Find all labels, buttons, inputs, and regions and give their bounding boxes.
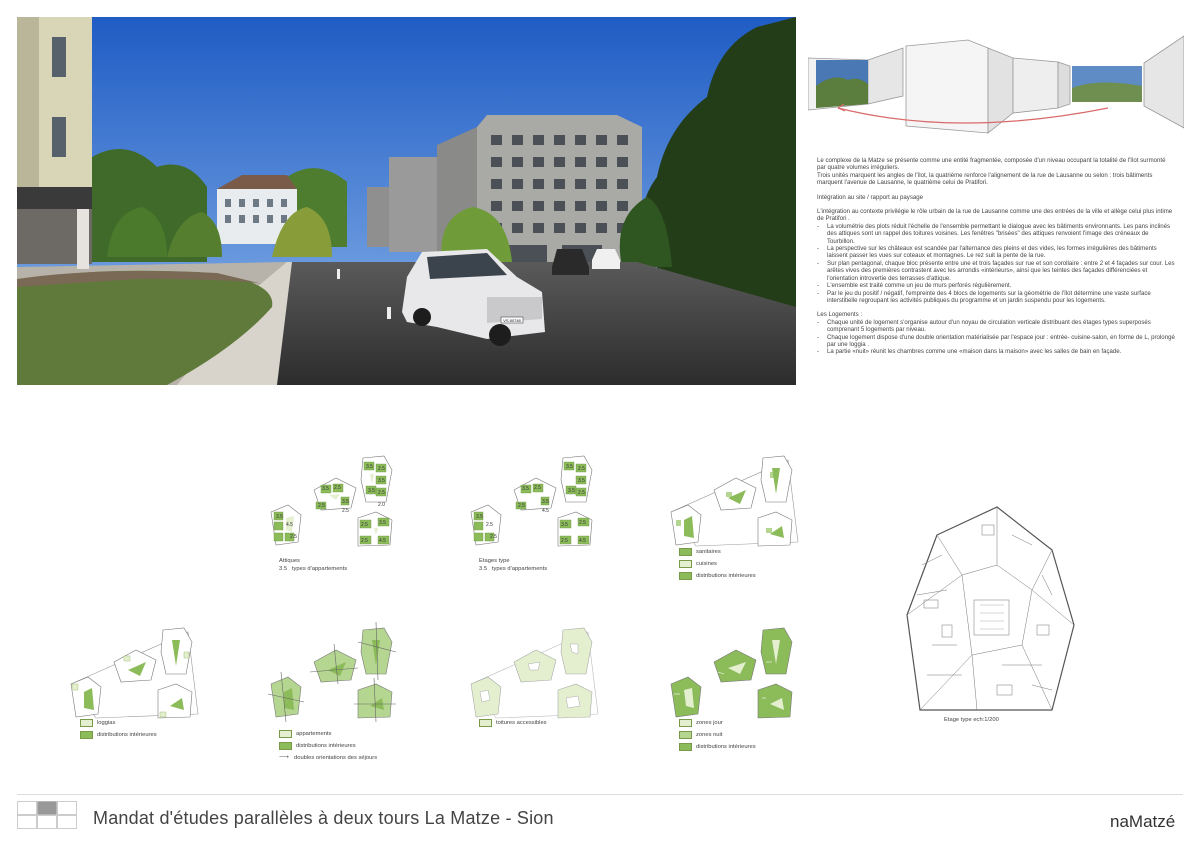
apartment-type-label: 4.5 [286, 522, 293, 528]
apartment-type-label: 3.5 [568, 488, 575, 494]
integration-list [817, 223, 1176, 304]
grid-logo [17, 801, 77, 829]
logements-list [817, 319, 1176, 356]
legend-label: cuisines [696, 561, 717, 567]
legend-label: distributions intérieures [696, 744, 756, 750]
apartment-type-label: 2.5 [290, 534, 297, 540]
license-plate-text: VS 80748 [503, 318, 521, 323]
apartment-type-label: 2.5 [318, 503, 325, 509]
apartment-type-label: 3.5 [476, 514, 483, 520]
arrow-icon: ⟶ [279, 754, 290, 761]
list-item: - La partie «nuit» réunit les chambres comme une «maison dans la maison» avec les salles de bain en façade. [817, 348, 1176, 355]
intro-paragraph-2: Trois unités marquent les angles de l'îlot, la quatrième renforce l'alignement de la rue de Lausanne ou selon : trois bâtiments marquent l'avenue de Lausanne, le quatrième celui de Pratifori. [817, 171, 1153, 187]
attiques-sub: types d'appartements [291, 566, 348, 572]
street-photo [17, 17, 796, 385]
apartment-type-label: 3.5 [366, 464, 373, 470]
appartements-diagram [266, 622, 406, 722]
list-item: - La volumétrie des plots réduit l'échelle de l'ensemble permettant le dialogue avec les bâtiments environnants. Les pans inclinés des attiques sont un rappel des toitures voisines. Les fenêtres "brisées" des attiques renvoient l'image des créneaux de Tourbillon. [817, 223, 1176, 245]
legend-label: toitures accessibles [496, 720, 547, 726]
etages-caption [479, 557, 547, 573]
legend-label: distributions intérieures [696, 573, 756, 579]
perspective-sketch [808, 18, 1184, 138]
apartment-type-label: 2.5 [378, 466, 385, 472]
attiques-title: Attiques [279, 558, 300, 564]
apartment-type-label: 3.5 [322, 486, 329, 492]
legend-label: zones jour [696, 720, 723, 726]
etages-diagram [466, 450, 606, 550]
apartment-type-label: 3.5 [522, 486, 529, 492]
list-item: - Chaque logement dispose d'une double orientation matérialisée par l'espace jour : entrée- cuisine-salon, en forme de L, prolongé par une loggia . [817, 334, 1176, 349]
apartment-type-label: 3.5 [276, 514, 283, 520]
legend-label: distributions intérieures [97, 732, 157, 738]
apartment-type-label: 3.5 [578, 478, 585, 484]
apartment-type-label: 2.0 [378, 502, 385, 508]
apartment-type-label: 3.5 [379, 520, 386, 526]
apartment-type-label: 2.5 [578, 466, 585, 472]
heading-logements: Les Logements : [817, 311, 863, 319]
apartment-type-label: 2.5 [342, 508, 349, 514]
description-text [817, 157, 1176, 356]
legend-label: loggias [97, 720, 116, 726]
paragraph-integration: L'intégration au contexte privilégie le rôle urbain de la rue de Lausanne comme une des entrées de la ville et allège celui plus intime de Pratifori . [817, 208, 1173, 223]
etages-title: Etages type [479, 558, 510, 564]
sanitaires-legend [679, 546, 756, 582]
loggias-legend [80, 717, 157, 741]
apartment-type-label: 3.5 [378, 478, 385, 484]
toitures-diagram [466, 622, 606, 722]
apartment-type-label: 2.5 [534, 485, 541, 491]
zones-diagram [666, 622, 806, 722]
etages-num: 3.5 [479, 566, 488, 572]
list-item: - La perspective sur les châteaux est scandée par l'alternance des pleins et des vides, les formes irrégulières des bâtiments laissent passer les vues sur coteaux et montagnes. Le rez suit la pente de la rue. [817, 245, 1176, 260]
etages-sub: types d'appartements [491, 566, 548, 572]
footer-divider [17, 794, 1183, 795]
apartment-type-label: 4.5 [542, 508, 549, 514]
brand-name: naMatzé [1110, 812, 1176, 831]
apartment-type-label: 3.5 [368, 488, 375, 494]
legend-label: distributions intérieures [296, 743, 356, 749]
apartment-type-label: 3.5 [566, 464, 573, 470]
apartment-type-label: 3.5 [561, 522, 568, 528]
apartment-type-label: 2.5 [361, 538, 368, 544]
apartment-type-label: 3.5 [542, 499, 549, 505]
legend-label: appartements [296, 731, 332, 737]
attiques-diagram [266, 450, 406, 550]
page-title: Mandat d'études parallèles à deux tours La Matze - Sion [93, 808, 554, 828]
apartment-type-label: 2.5 [561, 538, 568, 544]
apartment-type-label: 2.5 [486, 522, 493, 528]
apartment-type-label: 2.5 [578, 490, 585, 496]
list-item: - Par le jeu du positif / négatif, l'empreinte des 4 blocs de logements sur la géométrie de l'îlot détermine une vaste surface interstitielle regroupant les activités publiques du programme et un jardin suspendu pour les logements. [817, 290, 1176, 305]
list-item: - Chaque unité de logement s'organise autour d'un noyau de circulation verticale distribuant des étages types superposés comprenant 5 logements par niveau. [817, 319, 1176, 334]
appartements-legend [279, 728, 377, 764]
floor-plan [902, 505, 1077, 715]
legend-label: doubles orientations des séjours [294, 755, 378, 761]
apartment-type-label: 4.5 [579, 538, 586, 544]
apartment-type-label: 3.5 [342, 499, 349, 505]
plan-caption: Etage type ech:1/200 [944, 717, 999, 723]
heading-integration: Intégration au site / rapport au paysage [817, 193, 924, 201]
attiques-caption [279, 557, 347, 573]
legend-label: zones nuit [696, 732, 723, 738]
legend-label: sanitaires [696, 549, 721, 555]
list-item: - L'ensemble est traité comme un jeu de murs perforés régulièrement. [817, 282, 1176, 289]
apartment-type-label: 2.5 [334, 485, 341, 491]
apartment-type-label: 2.5 [490, 534, 497, 540]
attiques-num: 3.5 [279, 566, 288, 572]
sanitaires-diagram [666, 450, 806, 550]
apartment-type-label: 2.5 [579, 520, 586, 526]
list-item: - Sur plan pentagonal, chaque bloc présente entre une et trois façades sur rue et son corollaire : entre 2 et 4 façades sur cour. Les arêtes vives des premières contrastent avec les arrondis «intérieurs», ainsi que les teintes des façades différenciées et l'orientation introvertie des terrasses d'attique. [817, 260, 1176, 282]
zones-legend [679, 717, 756, 753]
loggias-diagram [66, 622, 206, 722]
apartment-type-label: 2.5 [518, 503, 525, 509]
intro-paragraph-1: Le complexe de la Matze se présente comme une entité fragmentée, composée d'un niveau occupant la totalité de l'îlot surmonté par quatre volumes irréguliers. [817, 157, 1166, 172]
apartment-type-label: 2.5 [378, 490, 385, 496]
toitures-legend [479, 717, 547, 729]
apartment-type-label: 4.5 [379, 538, 386, 544]
apartment-type-label: 2.5 [361, 522, 368, 528]
